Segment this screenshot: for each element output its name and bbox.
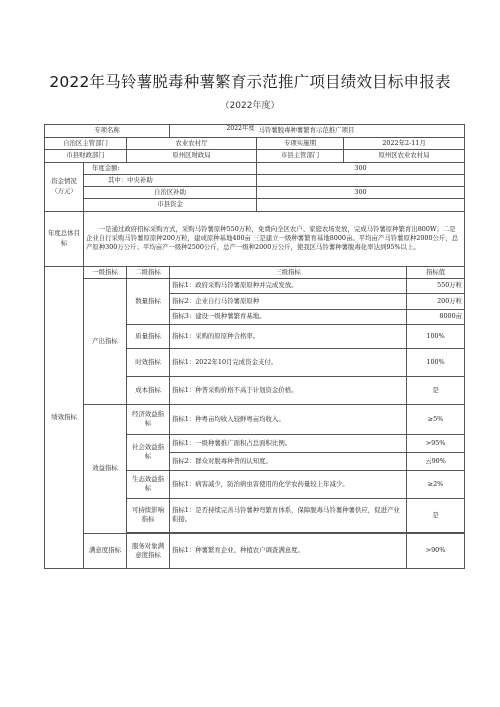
indicator-text: 指标1：病害减少，防治病虫害使用的化学农药量较上年减少。 (170, 470, 407, 498)
indicator-value: 100% (407, 348, 465, 376)
perf-label: 绩效指标 (45, 266, 84, 568)
header-value: 指标值 (407, 266, 465, 278)
fund-county-value (257, 199, 465, 211)
l2-ecological: 生态效益指标 (127, 470, 170, 498)
header-l2: 二级指标 (127, 266, 170, 278)
fund-region-label: 自治区补助 (84, 187, 257, 199)
row-finance (45, 150, 465, 162)
table-row (45, 278, 465, 293)
project-name-label: 专项名称 (45, 125, 170, 138)
row-fund-county (45, 199, 465, 211)
dept-value: 农业农村厅 (127, 138, 257, 150)
l2-service: 服务对象满意度指标 (127, 533, 170, 568)
indicator-value: >90% (407, 533, 465, 568)
period-label: 专项实施期 (257, 138, 344, 150)
row-fund-total (45, 162, 465, 174)
fund-central-label: 其中：中央补助 (84, 174, 257, 186)
l2-timeliness: 时效指标 (127, 348, 170, 376)
l2-cost: 成本指标 (127, 376, 170, 404)
annual-goal-label: 年度总体目标 (45, 211, 84, 266)
annual-goal-text: 一是通过政府招标采购方式，采购马铃薯原种550万粒，免费向全区农户、家庭农场发放，完成马铃薯原种繁育出800W；二是企业自行采购马铃薯原原种200万粒，建成原种基地400亩 三是建立一级种薯繁育基地8000亩。平均亩产马铃薯原种2000公斤，总产原种300万公斤；平均亩产一级种2500公斤，总产一级种2000万公斤，使我区马铃薯种薯脱毒化率达到95%以上。 (84, 211, 465, 266)
county-dept-value: 原州区农业农村局 (344, 150, 465, 162)
header-l3: 三级指标 (170, 266, 407, 278)
indicator-text: 指标1：种薯繁育企业、种植农户调查满意度。 (170, 533, 407, 568)
l2-sustainable: 可持续影响指标 (127, 498, 170, 532)
l2-quantity: 数量指标 (127, 278, 170, 324)
city-dept-value: 原州区财政局 (127, 150, 257, 162)
indicator-text: 指标1：政府采购马铃薯原原种并完成发放。 (170, 278, 407, 293)
indicator-value: 550万粒 (407, 278, 465, 293)
fund-total-value: 300 (257, 162, 465, 174)
indicator-text: 指标2：群众对脱毒种普的认知度。 (170, 452, 407, 470)
row-department (45, 138, 465, 150)
indicator-value: 8000亩 (407, 309, 465, 324)
county-dept-label: 市县主管部门 (257, 150, 344, 162)
project-year: 2022年度 (170, 125, 257, 138)
page-title: 2022年马铃薯脱毒种薯繁育示范推广项目绩效目标申报表 (49, 73, 451, 91)
dept-label: 自治区主管部门 (45, 138, 127, 150)
page-subtitle: （2022年度） (220, 101, 280, 111)
indicator-value: 是 (407, 376, 465, 404)
indicator-value: ≥2% (407, 470, 465, 498)
row-annual-goal (45, 211, 465, 266)
row-fund-central (45, 174, 465, 186)
indicator-text: 指标1：是否持续完善马铃薯种弯繁育体系，保障脱毒马铃薯种薯供应，促进产业衔接。 (170, 498, 407, 532)
fund-central-value (257, 174, 465, 186)
row-project-name (45, 125, 465, 138)
project-name-value: 马铃薯脱毒种薯繁育示范推广项目 (257, 125, 465, 138)
indicator-text: 指标1：2022年10月完成资金支付。 (170, 348, 407, 376)
indicator-value: 100% (407, 324, 465, 348)
indicator-value: >95% (407, 434, 465, 452)
fund-region-value: 300 (257, 187, 465, 199)
indicator-text: 指标2：企业自行马铃薯原原种 (170, 293, 407, 309)
table-row (45, 533, 465, 568)
header-l1: 一级指标 (84, 266, 127, 278)
performance-form-table (44, 124, 465, 569)
fund-total-label: 年度金额: (84, 162, 257, 174)
indicator-text: 指标1：种普采购价格不高于计划资金价格。 (170, 376, 407, 404)
city-dept-label: 市县财政部门 (45, 150, 127, 162)
fund-county-label: 市县资金 (84, 199, 257, 211)
indicator-value: ≥5% (407, 404, 465, 434)
group-benefit: 效益指标 (84, 404, 127, 533)
table-row (45, 404, 465, 434)
indicator-text: 指标1：种粤亩均收入较鲜粤亩均收入。 (170, 404, 407, 434)
group-satisfaction: 满意度指标 (84, 533, 127, 568)
l2-quality: 质量指标 (127, 324, 170, 348)
indicator-value: 是 (407, 498, 465, 532)
indicator-text: 指标1：采购的原原种合格率。 (170, 324, 407, 348)
row-fund-region (45, 187, 465, 199)
funds-label: 资金情况（万元） (45, 162, 84, 211)
indicator-text: 指标1：一级种薯推广面积占总面积比例。 (170, 434, 407, 452)
indicator-value: 200万粒 (407, 293, 465, 309)
group-output: 产出指标 (84, 278, 127, 404)
indicator-value: 云90% (407, 452, 465, 470)
period-value: 2022年2-11月 (344, 138, 465, 150)
l2-social: 社会效益指标 (127, 434, 170, 470)
row-indicator-header (45, 266, 465, 278)
l2-economic: 经济效益指标 (127, 404, 170, 434)
indicator-text: 指标3：建设一级种薯繁育基地。 (170, 309, 407, 324)
